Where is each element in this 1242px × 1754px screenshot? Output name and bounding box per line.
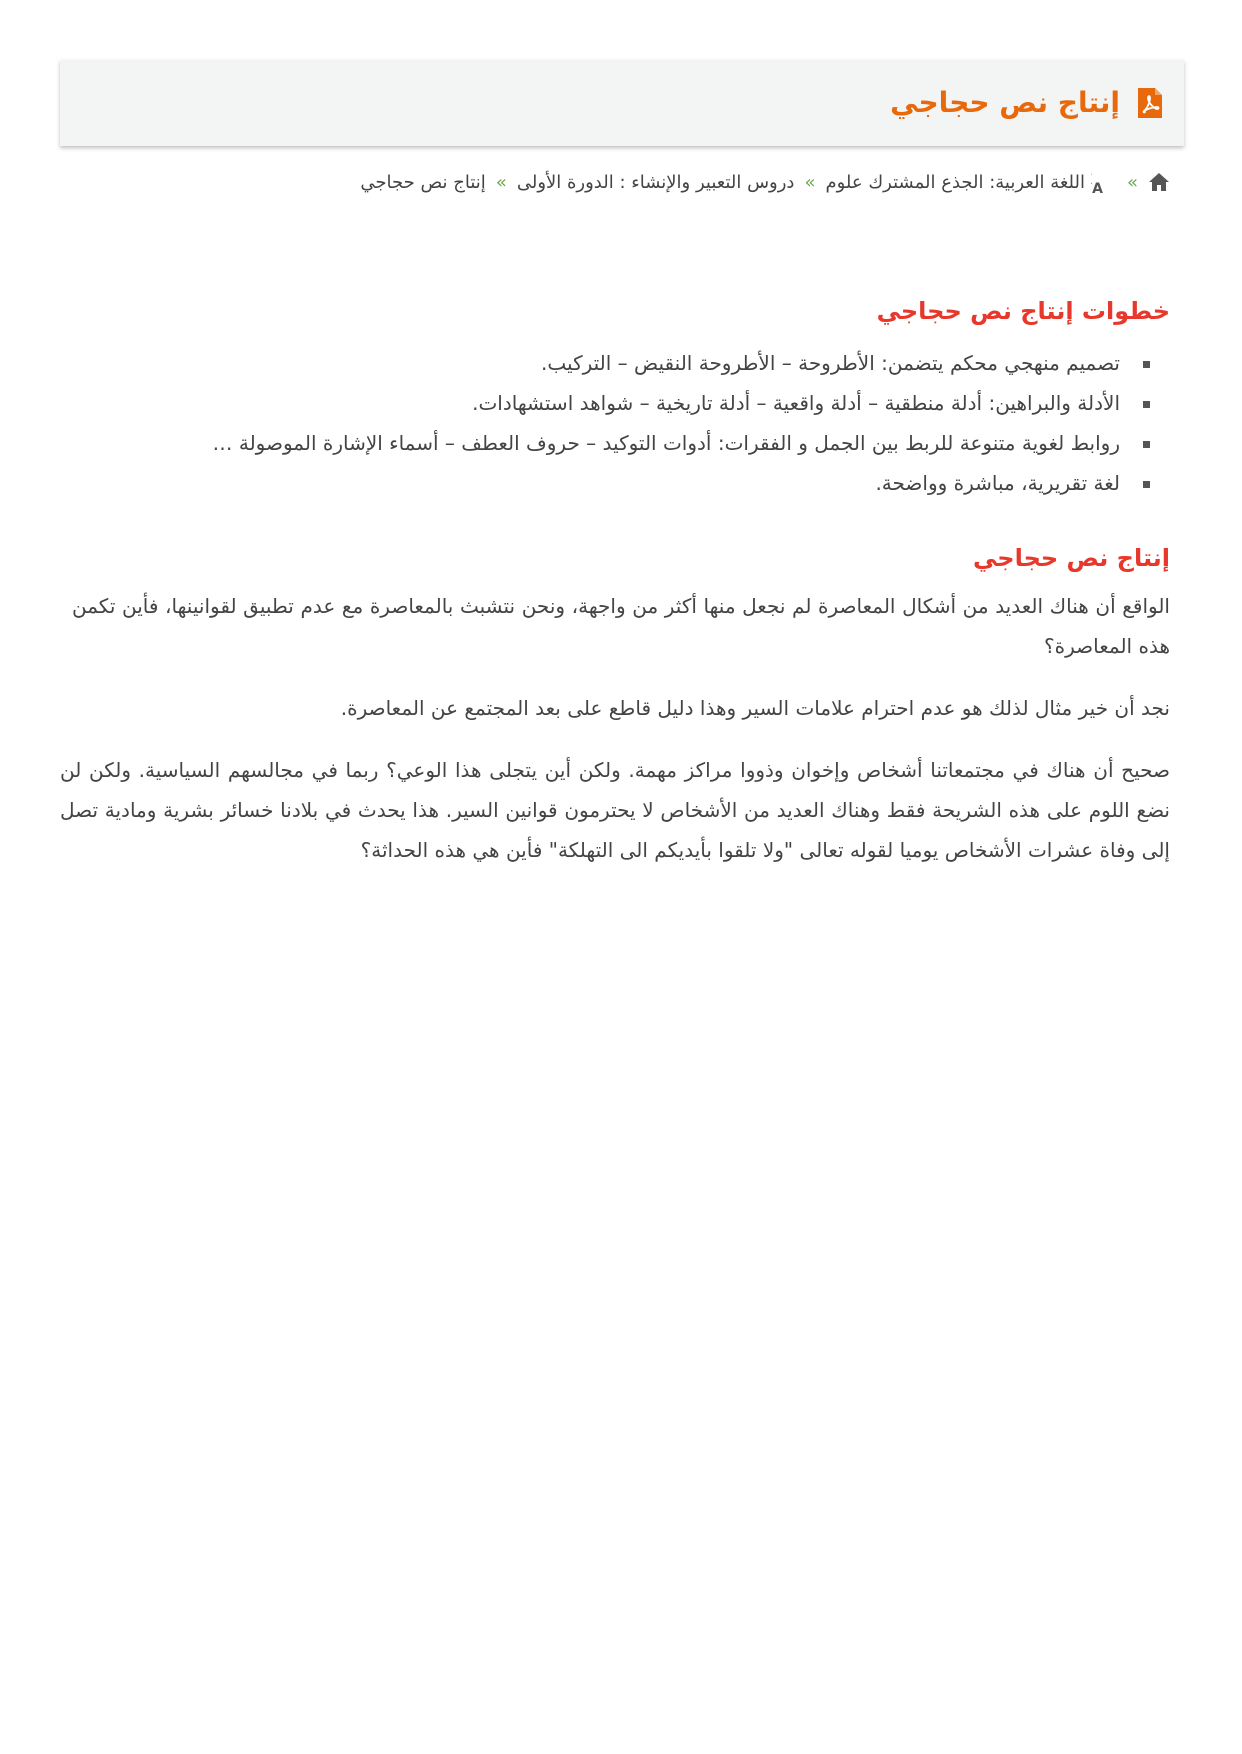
- breadcrumb-item-current: إنتاج نص حجاجي: [360, 171, 486, 193]
- breadcrumb-separator: »: [1126, 171, 1138, 193]
- breadcrumb-item-subject[interactable]: اللغة العربية: الجذع المشترك علوم: [825, 171, 1085, 193]
- section-heading-steps: خطوات إنتاج نص حجاجي: [876, 297, 1170, 325]
- pdf-icon[interactable]: [1136, 86, 1164, 120]
- svg-text:A: A: [1092, 181, 1103, 194]
- steps-list: [72, 343, 1138, 503]
- breadcrumb-item-category[interactable]: دروس التعبير والإنشاء : الدورة الأولى: [516, 171, 795, 193]
- paragraph: نجد أن خير مثال لذلك هو عدم احترام علامات السير وهذا دليل قاطع على بعد المجتمع عن المعاصرة.: [340, 696, 1170, 721]
- paragraph: الواقع أن هناك العديد من أشكال المعاصرة لم نجعل منها أكثر من واجهة، ونحن نتشبث بالمعاصرة مع عدم تطبيق لقوانينها، فأين تكمن هذه المعاصرة؟: [72, 594, 1170, 659]
- breadcrumb-separator: »: [495, 171, 507, 193]
- page-title: إنتاج نص حجاجي: [890, 86, 1120, 119]
- breadcrumb-separator: »: [804, 171, 816, 193]
- list-item: الأدلة والبراهين: أدلة منطقية – أدلة واقعية – أدلة تاريخية – شواهد استشهادات.: [72, 383, 1138, 423]
- paragraph: صحيح أن هناك في مجتمعاتنا أشخاص وإخوان وذووا مراكز مهمة. ولكن أين يتجلى هذا الوعي؟ ربما في مجالسهم السياسية. ولكن لن نضع اللوم على هذه الشريحة فقط وهناك العديد من الأشخاص لا يحترمون قوانين السير. هذا يحدث في بلادنا خسائر بشرية ومادية تصل إلى وفاة عشرات الأشخاص يوميا لقوله تعالى "ولا تلقوا بأيديكم الى التهلكة" فأين هي هذه الحداثة؟: [60, 758, 1170, 863]
- list-item: لغة تقريرية، مباشرة وواضحة.: [72, 463, 1138, 503]
- list-item: تصميم منهجي محكم يتضمن: الأطروحة – الأطروحة النقيض – التركيب.: [72, 343, 1138, 383]
- list-item: روابط لغوية متنوعة للربط بين الجمل و الفقرات: أدوات التوكيد – حروف العطف – أسماء الإشارة الموصولة …: [72, 423, 1138, 463]
- section-heading-production: إنتاج نص حجاجي: [973, 544, 1170, 573]
- home-icon[interactable]: [1148, 172, 1170, 192]
- title-bar: [60, 60, 1184, 146]
- main-content: [60, 296, 1170, 892]
- translate-icon: [1091, 170, 1117, 194]
- breadcrumb: [360, 170, 1170, 194]
